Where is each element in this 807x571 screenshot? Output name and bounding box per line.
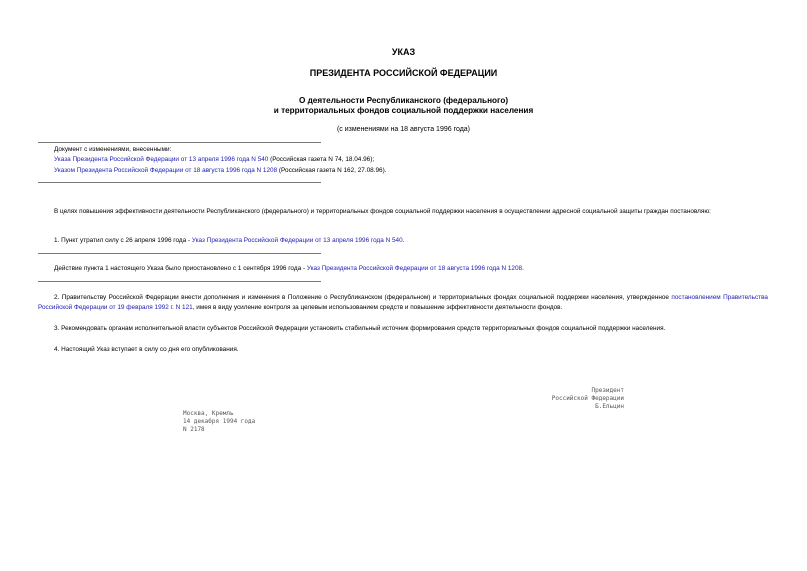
change-item bbox=[54, 155, 374, 165]
paragraph-2-end: , имея в виду усиление контроля за целевым использованием средств и повышение эффективности деятельности фондов. bbox=[192, 304, 563, 311]
change-source-2: (Российская газета N 162, 27.08.96). bbox=[277, 167, 387, 174]
paragraph-1-text: 1. Пункт утратил силу с 26 апреля 1996 года - bbox=[54, 237, 192, 244]
decree-number: N 2178 bbox=[183, 426, 205, 433]
paragraph-1 bbox=[54, 236, 404, 246]
paragraph-4: 4. Настоящий Указ вступает в силу со дня его опубликования. bbox=[54, 346, 239, 353]
note-end: . bbox=[522, 265, 524, 272]
revision-note: (с изменениями на 18 августа 1996 года) bbox=[336, 126, 471, 133]
paragraph-1-end: . bbox=[402, 237, 405, 244]
change-source-1: (Российская газета N 74, 18.04.96); bbox=[268, 156, 375, 163]
signature-position: Президент bbox=[591, 387, 624, 394]
paragraph-1-link[interactable]: Указ Президента Российской Федерации от 13 апреля 1996 года N 540 bbox=[191, 237, 403, 244]
changes-top-rule bbox=[38, 142, 321, 143]
note-top-rule bbox=[38, 253, 321, 254]
subject-line-1: О деятельности Республиканского (федерального) bbox=[298, 96, 509, 105]
note-link[interactable]: Указ Президента Российской Федерации от 18 августа 1996 года N 1208 bbox=[306, 265, 523, 272]
changes-bottom-rule bbox=[38, 182, 321, 183]
signature-name: Б.Ельцин bbox=[595, 403, 624, 410]
note-bottom-rule bbox=[38, 281, 321, 282]
preamble: В целях повышения эффективности деятельности Республиканского (федерального) и территориальных фондов социальной поддержки населения в осуществлении адресной социальной защиты граждан постановляю: bbox=[54, 208, 711, 215]
signature-org: Российской Федерации bbox=[551, 395, 624, 402]
change-item bbox=[54, 166, 387, 176]
paragraph-2-text: 2. Правительству Российской Федерации внести дополнения и изменения в Положение о Республиканском (федеральном) и территориальных фондах социальной поддержки населения, утвержденное bbox=[54, 294, 672, 301]
change-link-2[interactable]: Указом Президента Российской Федерации от 18 августа 1996 года N 1208 bbox=[54, 167, 278, 174]
place-date-block bbox=[183, 410, 255, 434]
signature-block bbox=[552, 387, 624, 411]
suspension-note bbox=[54, 264, 524, 274]
paragraph-3: 3. Рекомендовать органам исполнительной власти субъектов Российской Федерации установить стабильный источник формирования средств территориальных фондов социальной поддержки населения. bbox=[54, 325, 666, 332]
document-type: УКАЗ bbox=[391, 47, 416, 57]
subject-line-2: и территориальных фондов социальной поддержки населения bbox=[273, 106, 534, 115]
paragraph-2 bbox=[38, 293, 768, 313]
place: Москва, Кремль bbox=[183, 410, 234, 417]
date: 14 декабря 1994 года bbox=[183, 418, 256, 425]
note-text: Действие пункта 1 настоящего Указа было приостановлено с 1 сентября 1996 года - bbox=[54, 265, 307, 272]
issuer-title: ПРЕЗИДЕНТА РОССИЙСКОЙ ФЕДЕРАЦИИ bbox=[309, 68, 498, 78]
changes-intro: Документ с изменениями, внесенными: bbox=[54, 146, 172, 153]
paragraph-2-link[interactable]: постановлением Правительства Российской Федерации от 19 февраля 1992 г. N 121 bbox=[38, 294, 768, 311]
change-link-1[interactable]: Указа Президента Российской Федерации от 13 апреля 1996 года N 540 bbox=[54, 156, 269, 163]
